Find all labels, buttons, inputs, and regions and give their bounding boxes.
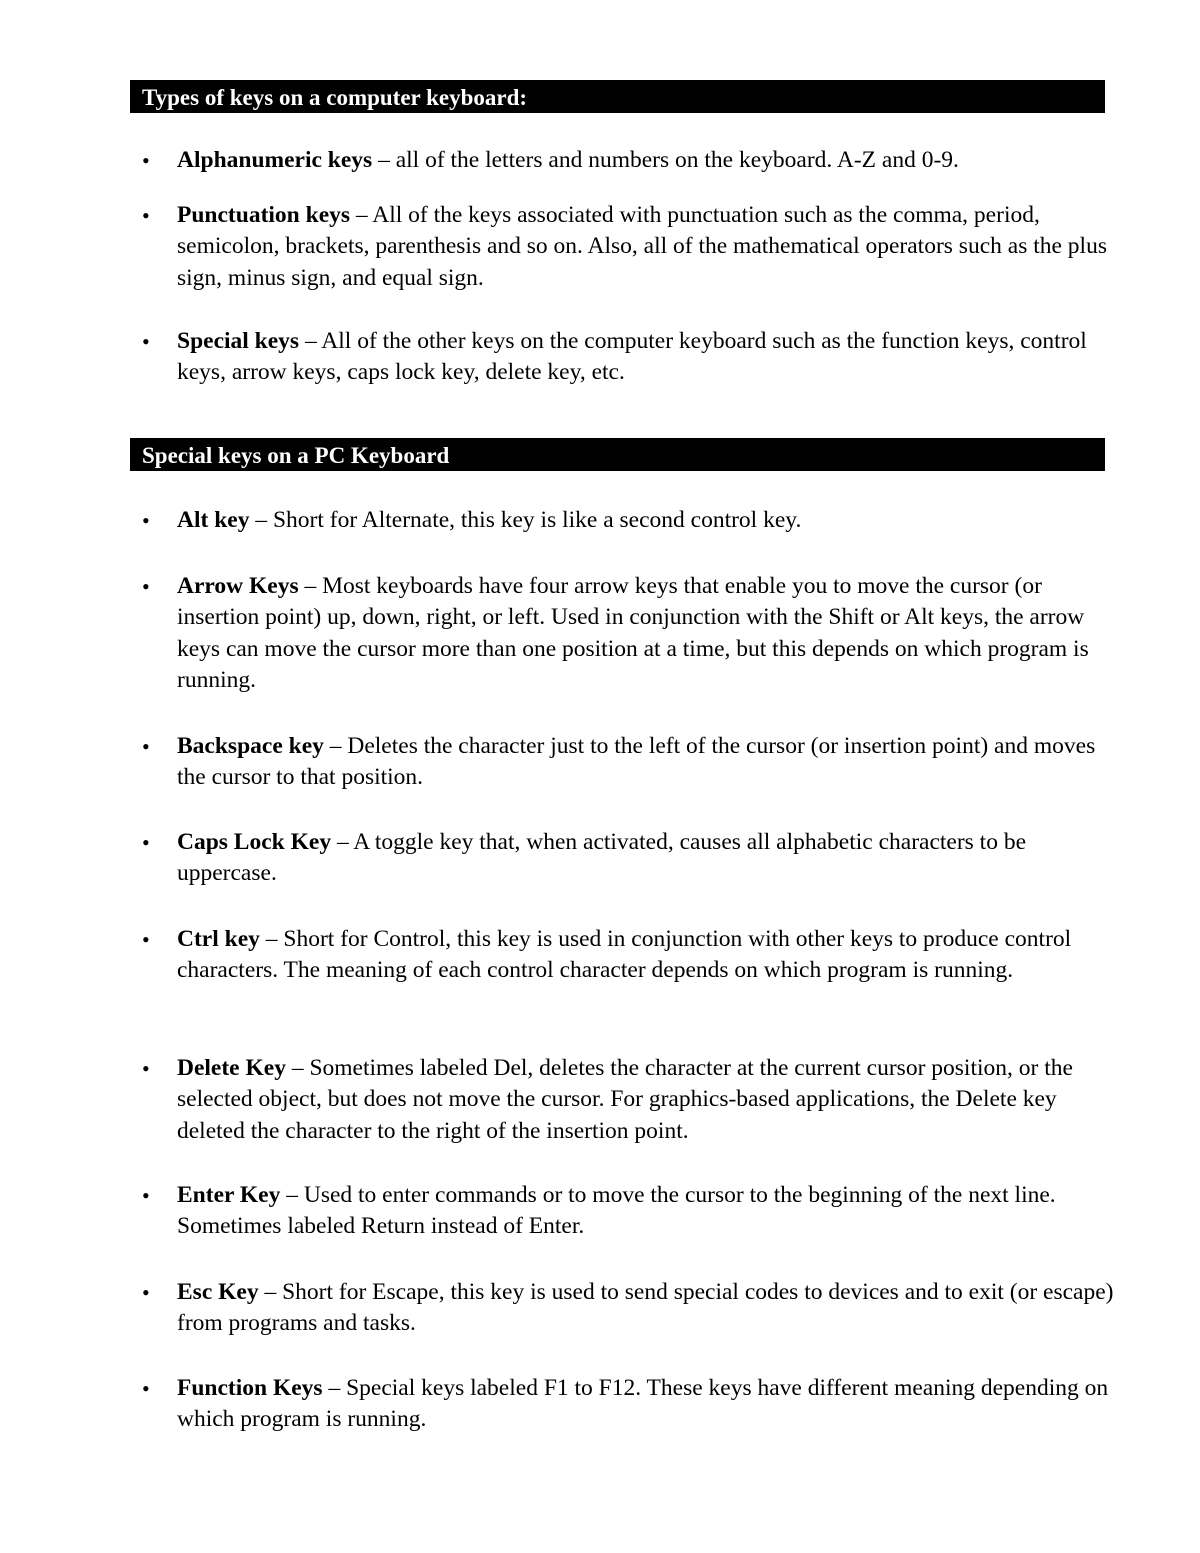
item-description: – All of the other keys on the computer keyboard such as the function keys, control keys, arrow keys, caps lock key, delete key, etc. [177,328,1087,386]
list-item [142,571,1122,697]
bullet-icon: • [142,1056,150,1081]
item-description: – Sometimes labeled Del, deletes the character at the current cursor position, or the selected object, but does not move the cursor. For graphics-based applications, the Delete key deleted the character to the right of the insertion point. [177,1055,1073,1144]
section-heading-special-keys: Special keys on a PC Keyboard [130,438,1105,471]
list-item [142,1180,1122,1243]
item-term: Delete Key [177,1055,286,1081]
list-item [142,1053,1122,1147]
bullet-icon: • [142,148,150,173]
item-term: Esc Key [177,1279,259,1305]
item-description: – A toggle key that, when activated, causes all alphabetic characters to be uppercase. [177,829,1027,887]
item-term: Punctuation keys [177,202,351,228]
list-item [142,505,1122,536]
bullet-icon: • [142,1183,150,1208]
item-description: – all of the letters and numbers on the keyboard. A-Z and 0-9. [372,147,959,173]
list-item [142,145,1122,176]
item-description: – Used to enter commands or to move the cursor to the beginning of the next line. Sometimes labeled Return instead of Enter. [177,1182,1056,1240]
item-term: Alt key [177,507,250,533]
item-term: Alphanumeric keys [177,147,373,173]
list-item [142,827,1122,890]
item-term: Backspace key [177,733,324,759]
item-description: – Short for Alternate, this key is like a second control key. [249,507,802,533]
item-description: – Short for Control, this key is used in conjunction with other keys to produce control characters. The meaning of each control character depends on which program is running. [177,926,1072,984]
item-term: Arrow Keys [177,573,299,599]
bullet-icon: • [142,927,150,952]
item-term: Ctrl key [177,926,260,952]
bullet-icon: • [142,830,150,855]
item-description: – Short for Escape, this key is used to send special codes to devices and to exit (or escape) from programs and tasks. [177,1279,1114,1337]
item-term: Caps Lock Key [177,829,332,855]
list-item [142,731,1122,794]
bullet-icon: • [142,203,150,228]
bullet-icon: • [142,734,150,759]
list-item [142,1373,1122,1436]
section-heading-key-types: Types of keys on a computer keyboard: [130,80,1105,113]
list-item [142,200,1122,294]
list-item [142,326,1122,389]
list-item [142,924,1122,987]
item-description: – Most keyboards have four arrow keys that enable you to move the cursor (or insertion point) up, down, right, or left. Used in conjunction with the Shift or Alt keys, the arrow keys can move the cursor more than one position at a time, but this depends on which program is running. [177,573,1089,694]
bullet-icon: • [142,574,150,599]
item-term: Enter Key [177,1182,281,1208]
list-item [142,1277,1122,1340]
item-term: Special keys [177,328,300,354]
item-description: – All of the keys associated with punctuation such as the comma, period, semicolon, brackets, parenthesis and so on. Also, all of the mathematical operators such as the plus sign, minus sign, and equal sign. [177,202,1107,291]
bullet-icon: • [142,1376,150,1401]
bullet-icon: • [142,508,150,533]
item-description: – Deletes the character just to the left of the cursor (or insertion point) and moves the cursor to that position. [177,733,1096,791]
item-description: – Special keys labeled F1 to F12. These keys have different meaning depending on which program is running. [177,1375,1109,1433]
bullet-icon: • [142,1280,150,1305]
item-term: Function Keys [177,1375,323,1401]
bullet-icon: • [142,329,150,354]
